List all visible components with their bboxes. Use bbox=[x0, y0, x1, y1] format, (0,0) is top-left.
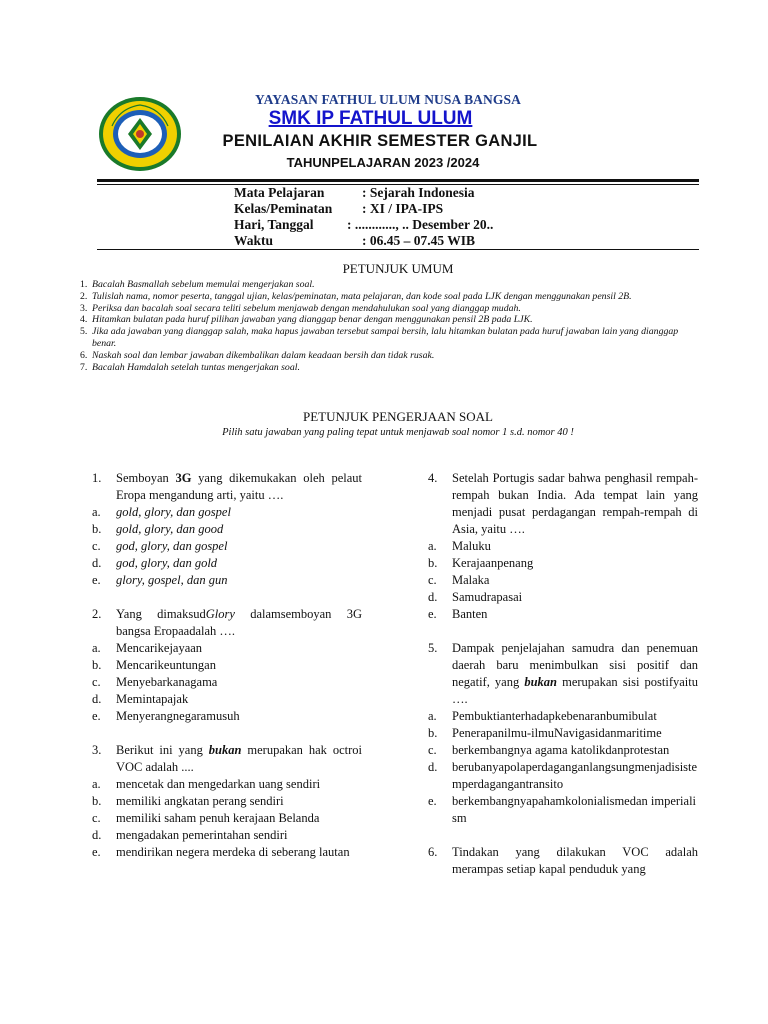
info-value: : 06.45 – 07.45 WIB bbox=[362, 233, 476, 248]
instruction-item: 3. Periksa dan bacalah soal secara teliti sebelum menjawab dengan mendahulukan soal yang dianggap mudah. bbox=[80, 302, 521, 314]
general-instructions-list bbox=[80, 279, 700, 373]
answer-option[interactable]: d. god, glory, dan gold bbox=[92, 556, 218, 570]
work-instructions-subtitle: Pilih satu jawaban yang paling tepat untuk menjawab soal nomor 1 s.d. nomor 40 ! bbox=[222, 427, 574, 438]
instruction-item: 7. Bacalah Hamdalah setelah tuntas mengerjakan soal. bbox=[80, 361, 300, 373]
question-2: 2. Yang dimaksudGlory dalamsemboyan 3G bangsa Eropaadalah …. bbox=[92, 607, 362, 638]
general-instructions-title: PETUNJUK UMUM bbox=[342, 261, 454, 276]
work-instructions-title: PETUNJUK PENGERJAAN SOAL bbox=[303, 409, 493, 424]
questions-left-column bbox=[92, 470, 362, 861]
info-value: : Sejarah Indonesia bbox=[362, 185, 475, 200]
info-value: : ............, .. Desember 20.. bbox=[347, 217, 494, 232]
instruction-item: 6. Naskah soal dan lembar jawaban dikembalikan dalam keadaan bersih dan tidak rusak. bbox=[80, 349, 435, 361]
instruction-item: 2. Tulislah nama, nomor peserta, tanggal ujian, kelas/peminatan, mata pelajaran, dan kode soal pada LJK dengan menggunakan pensil 2B. bbox=[80, 290, 632, 302]
info-rule bbox=[97, 249, 699, 250]
school-logo bbox=[98, 96, 182, 172]
answer-option[interactable]: b. Mencarikeuntungan bbox=[92, 658, 216, 672]
answer-option[interactable]: c. Menyebarkanagama bbox=[92, 675, 218, 689]
info-label: Kelas/Peminatan bbox=[234, 201, 333, 216]
answer-option[interactable]: c. god, glory, dan gospel bbox=[92, 539, 228, 553]
school-name: SMK IP FATHUL ULUM bbox=[268, 108, 473, 129]
answer-option[interactable]: e. Menyerangnegaramusuh bbox=[92, 709, 240, 723]
foundation-name: YAYASAN FATHUL ULUM NUSA BANGSA bbox=[255, 92, 521, 107]
question-1: 1. Semboyan 3G yang dikemukakan oleh pelaut Eropa mengandung arti, yaitu …. bbox=[92, 471, 362, 502]
answer-option[interactable]: d. Memintapajak bbox=[92, 692, 189, 706]
answer-option[interactable]: d. mengadakan pemerintahan sendiri bbox=[92, 828, 288, 842]
answer-option[interactable]: a. Mencarikejayaan bbox=[92, 641, 203, 655]
info-label: Waktu bbox=[234, 233, 274, 248]
answer-option[interactable]: b. memiliki angkatan perang sendiri bbox=[92, 794, 284, 808]
answer-option[interactable]: e. glory, gospel, dan gun bbox=[92, 573, 228, 587]
answer-option[interactable]: a. gold, glory, dan gospel bbox=[92, 505, 231, 519]
answer-option[interactable]: b. Penerapanilmu-ilmuNavigasidanmaritime bbox=[428, 726, 662, 740]
answer-option[interactable]: a. Maluku bbox=[428, 539, 491, 553]
instruction-item: 1. Bacalah Basmallah sebelum memulai mengerjakan soal. bbox=[80, 279, 315, 290]
answer-option[interactable]: a. Pembuktianterhadapkebenaranbumibulat bbox=[428, 709, 657, 723]
academic-year: TAHUNPELAJARAN 2023 /2024 bbox=[286, 155, 480, 170]
info-row-time bbox=[234, 233, 476, 249]
answer-option[interactable]: d. berubanyapolaperdaganganlangsungmenjadisistemperdagangantransito bbox=[428, 760, 698, 791]
answer-option[interactable]: e. Banten bbox=[428, 607, 488, 621]
info-row-class bbox=[234, 201, 444, 217]
answer-option[interactable]: a. mencetak dan mengedarkan uang sendiri bbox=[92, 777, 321, 791]
info-value: : XI / IPA-IPS bbox=[362, 201, 444, 216]
answer-option[interactable]: e. berkembangnyapahamkolonialismedan imperialism bbox=[428, 794, 697, 825]
instruction-item: 5. Jika ada jawaban yang dianggap salah, maka hapus jawaban tersebut sampai bersih, lalu hitamkan bulatan pada huruf jawaban lain yang dianggap benar. bbox=[80, 326, 679, 349]
info-label: Hari, Tanggal bbox=[234, 217, 314, 232]
exam-title: PENILAIAN AKHIR SEMESTER GANJIL bbox=[222, 132, 538, 150]
instruction-item: 4. Hitamkan bulatan pada huruf pilihan jawaban yang dianggap benar dengan menggunakan pensil 2B pada LJK. bbox=[80, 314, 533, 326]
answer-option[interactable]: b. Kerajaanpenang bbox=[428, 556, 534, 570]
answer-option[interactable]: c. memiliki saham penuh kerajaan Belanda bbox=[92, 811, 320, 825]
answer-option[interactable]: e. mendirikan negera merdeka di seberang lautan bbox=[92, 845, 350, 859]
question-5: 5. Dampak penjelajahan samudra dan penemuan daerah baru menimbulkan sisi positif dan negatif, yang bukan merupakan sisi postifyaitu …. bbox=[428, 641, 698, 706]
header-rule-thick bbox=[97, 179, 699, 182]
answer-option[interactable]: c. berkembangnya agama katolikdanprotestan bbox=[428, 743, 670, 757]
answer-option[interactable]: d. Samudrapasai bbox=[428, 590, 523, 604]
answer-option[interactable]: b. gold, glory, dan good bbox=[92, 522, 224, 536]
question-6: 6. Tindakan yang dilakukan VOC adalah merampas setiap kapal penduduk yang bbox=[428, 845, 698, 876]
question-3: 3. Berikut ini yang bukan merupakan hak octroi VOC adalah .... bbox=[92, 743, 362, 774]
info-label: Mata Pelajaran bbox=[234, 185, 325, 200]
questions-right-column bbox=[428, 470, 698, 878]
question-4: 4. Setelah Portugis sadar bahwa penghasil rempah-rempah bukan India. Ada tempat lain yang menjadi pusat perdagangan rempah-rempah di Asia, yaitu …. bbox=[428, 471, 698, 536]
info-row-date bbox=[234, 217, 494, 233]
answer-option[interactable]: c. Malaka bbox=[428, 573, 490, 587]
info-row-subject bbox=[234, 185, 475, 201]
